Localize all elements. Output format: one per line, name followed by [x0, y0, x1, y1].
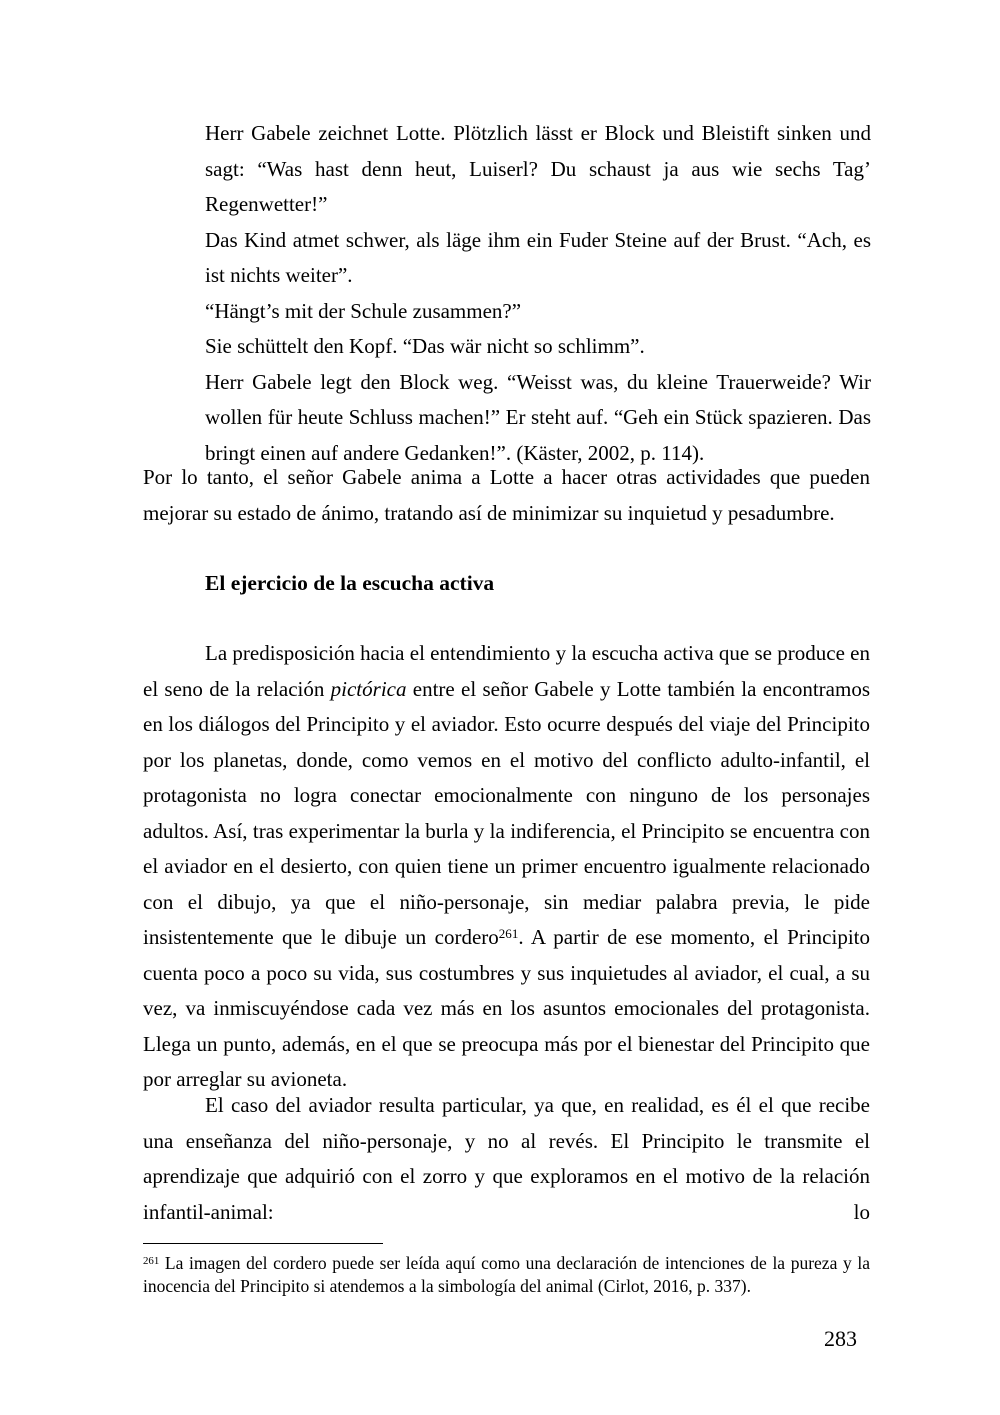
footnote-reference: 261 — [143, 1254, 160, 1267]
paragraph-caso-aviador: El caso del aviador resulta particular, ya que, en realidad, es él el que recibe una enseñanza del niño-personaje, y no al revés. El Principito le transmite el aprendizaje que adquirió con el zorro y que exploramos en el motivo de la relación infantil-animal: lo — [143, 1093, 870, 1224]
page-number: 283 — [824, 1326, 857, 1351]
paragraph-escucha-activa — [143, 636, 870, 1098]
quote-paragraph: Das Kind atmet schwer, als läge ihm ein Fuder Steine auf der Brust. “Ach, es ist nichts weiter”. — [205, 227, 871, 287]
quote-paragraph: “Hängt’s mit der Schule zusammen?” — [205, 298, 522, 323]
text-run: entre el señor Gabele y Lotte también la encontramos en los diálogos del Principito y el aviador. Esto ocurre después del viaje del Principito por los planetas, donde, como vemos en el motivo del conflicto adulto-infantil, el protagonista no logra conectar emocionalmente con ninguno de los personajes adultos. Así, tras experimentar la burla y la indiferencia, el Principito se encuentra con el aviador en el desierto, con quien tiene un primer encuentro igualmente relacionado con el dibujo, ya que el niño-personaje, sin mediar palabra previa, le pide insistentemente que le dibuje un cordero — [143, 676, 870, 949]
footnote-reference: 261 — [498, 925, 519, 941]
text-run: La imagen del cordero puede ser leída aquí como una declaración de intenciones de la pureza y la inocencia del Principito si atendemos a la simbología del animal (Cirlot, 2016, p. 337). — [143, 1253, 870, 1296]
block-quote — [205, 116, 871, 471]
section-heading: El ejercicio de la escucha activa — [205, 571, 495, 595]
quote-paragraph: Herr Gabele zeichnet Lotte. Plötzlich lässt er Block und Bleistift sinken und sagt: “Was hast denn heut, Luiserl? Du schaust ja aus wie sechs Tag’ Regenwetter!” — [205, 121, 871, 216]
text-run: . A partir de ese momento, el Principito cuenta poco a poco su vida, sus costumbres y sus inquietudes al aviador, el cual, a su vez, va inmiscuyéndose cada vez más en los asuntos emocionales del protagonista. Llega un punto, además, en el que se preocupa más por el bienestar del Principito que por arreglar su avioneta. — [143, 925, 870, 1091]
footnote-separator — [143, 1243, 383, 1244]
paragraph-conclusion-quote: Por lo tanto, el señor Gabele anima a Lotte a hacer otras actividades que pueden mejorar su estado de ánimo, tratando así de minimizar su inquietud y pesadumbre. — [143, 465, 870, 525]
text-run: La predisposición hacia el entendimiento y la escucha activa que se produce en el seno de la relación — [143, 641, 870, 701]
italic-term: pictórica — [330, 676, 407, 701]
footnote — [143, 1252, 870, 1297]
quote-paragraph: Herr Gabele legt den Block weg. “Weisst was, du kleine Trauerweide? Wir wollen für heute Schluss machen!” Er steht auf. “Geh ein Stück spazieren. Das bringt einen auf andere Gedanken!”. (Käster, 2002, p. 114). — [205, 369, 871, 465]
quote-paragraph: Sie schüttelt den Kopf. “Das wär nicht so schlimm”. — [205, 334, 645, 358]
